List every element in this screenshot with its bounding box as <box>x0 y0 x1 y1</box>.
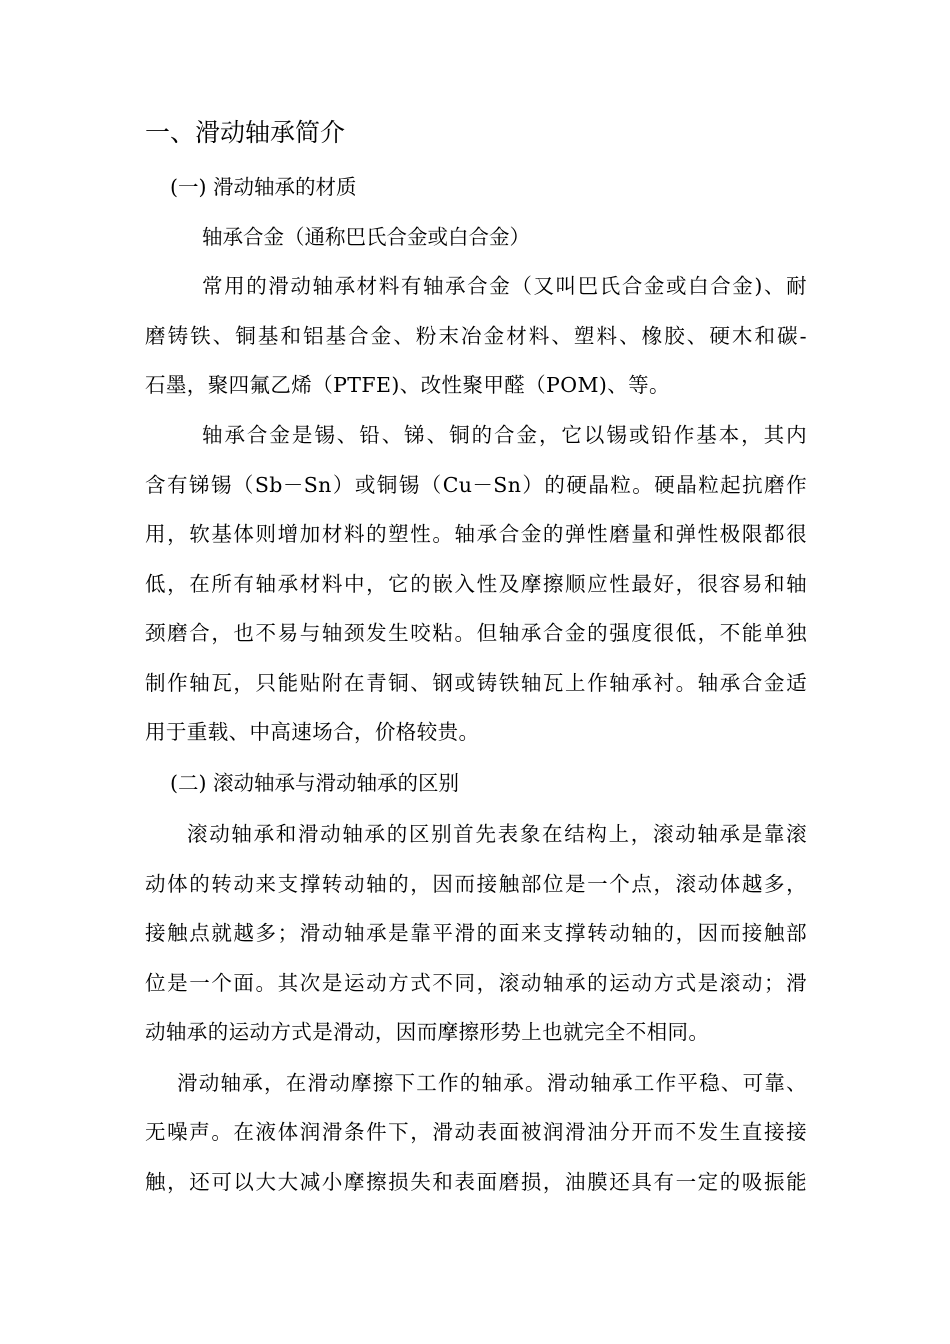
para4-line: 触，还可以大大减小摩擦损失和表面磨损，油膜还具有一定的吸振能 <box>145 1170 807 1194</box>
para4-line: 滑动轴承，在滑动摩擦下工作的轴承。滑动轴承工作平稳、可靠、 <box>177 1071 807 1095</box>
para4-line: 无噪声。在液体润滑条件下，滑动表面被润滑油分开而不发生直接接 <box>145 1120 807 1144</box>
para1-line: 石墨，聚四氟乙烯（PTFE)、改性聚甲醛（POM)、等。 <box>145 373 670 397</box>
para2-line: 用，软基体则增加材料的塑性。轴承合金的弹性磨量和弹性极限都很 <box>145 522 807 546</box>
para3-line: 位是一个面。其次是运动方式不同，滚动轴承的运动方式是滚动；滑 <box>145 971 807 995</box>
para2-line: 用于重载、中高速场合，价格较贵。 <box>145 720 480 744</box>
para3-line: 动体的转动来支撑转动轴的，因而接触部位是一个点，滚动体越多， <box>145 872 807 896</box>
para2-line: 低，在所有轴承材料中，它的嵌入性及摩擦顺应性最好，很容易和轴 <box>145 572 807 596</box>
subheading-bearing-alloy: 轴承合金（通称巴氏合金或白合金） <box>202 225 530 249</box>
section-title-materials: (一) 滑动轴承的材质 <box>170 175 357 199</box>
section-title-difference: (二) 滚动轴承与滑动轴承的区别 <box>170 771 460 795</box>
page-heading: 一、滑动轴承简介 <box>145 118 346 147</box>
para3-line: 动轴承的运动方式是滑动，因而摩擦形势上也就完全不相同。 <box>145 1020 710 1044</box>
para3-line: 接触点就越多；滑动轴承是靠平滑的面来支撑转动轴的，因而接触部 <box>145 921 807 945</box>
para1-line: 磨铸铁、铜基和铝基合金、粉末冶金材料、塑料、橡胶、硬木和碳- <box>145 324 807 348</box>
para2-line: 含有锑锡（Sb－Sn）或铜锡（Cu－Sn）的硬晶粒。硬晶粒起抗磨作 <box>145 473 807 497</box>
para2-line: 轴承合金是锡、铅、锑、铜的合金，它以锡或铅作基本，其内 <box>202 423 807 447</box>
para2-line: 制作轴瓦，只能贴附在青铜、钢或铸铁轴瓦上作轴承衬。轴承合金适 <box>145 671 807 695</box>
para2-line: 颈磨合，也不易与轴颈发生咬粘。但轴承合金的强度很低，不能单独 <box>145 621 807 645</box>
para3-line: 滚动轴承和滑动轴承的区别首先表象在结构上，滚动轴承是靠滚 <box>187 822 807 846</box>
para1-line: 常用的滑动轴承材料有轴承合金（又叫巴氏合金或白合金)、耐 <box>202 274 807 298</box>
